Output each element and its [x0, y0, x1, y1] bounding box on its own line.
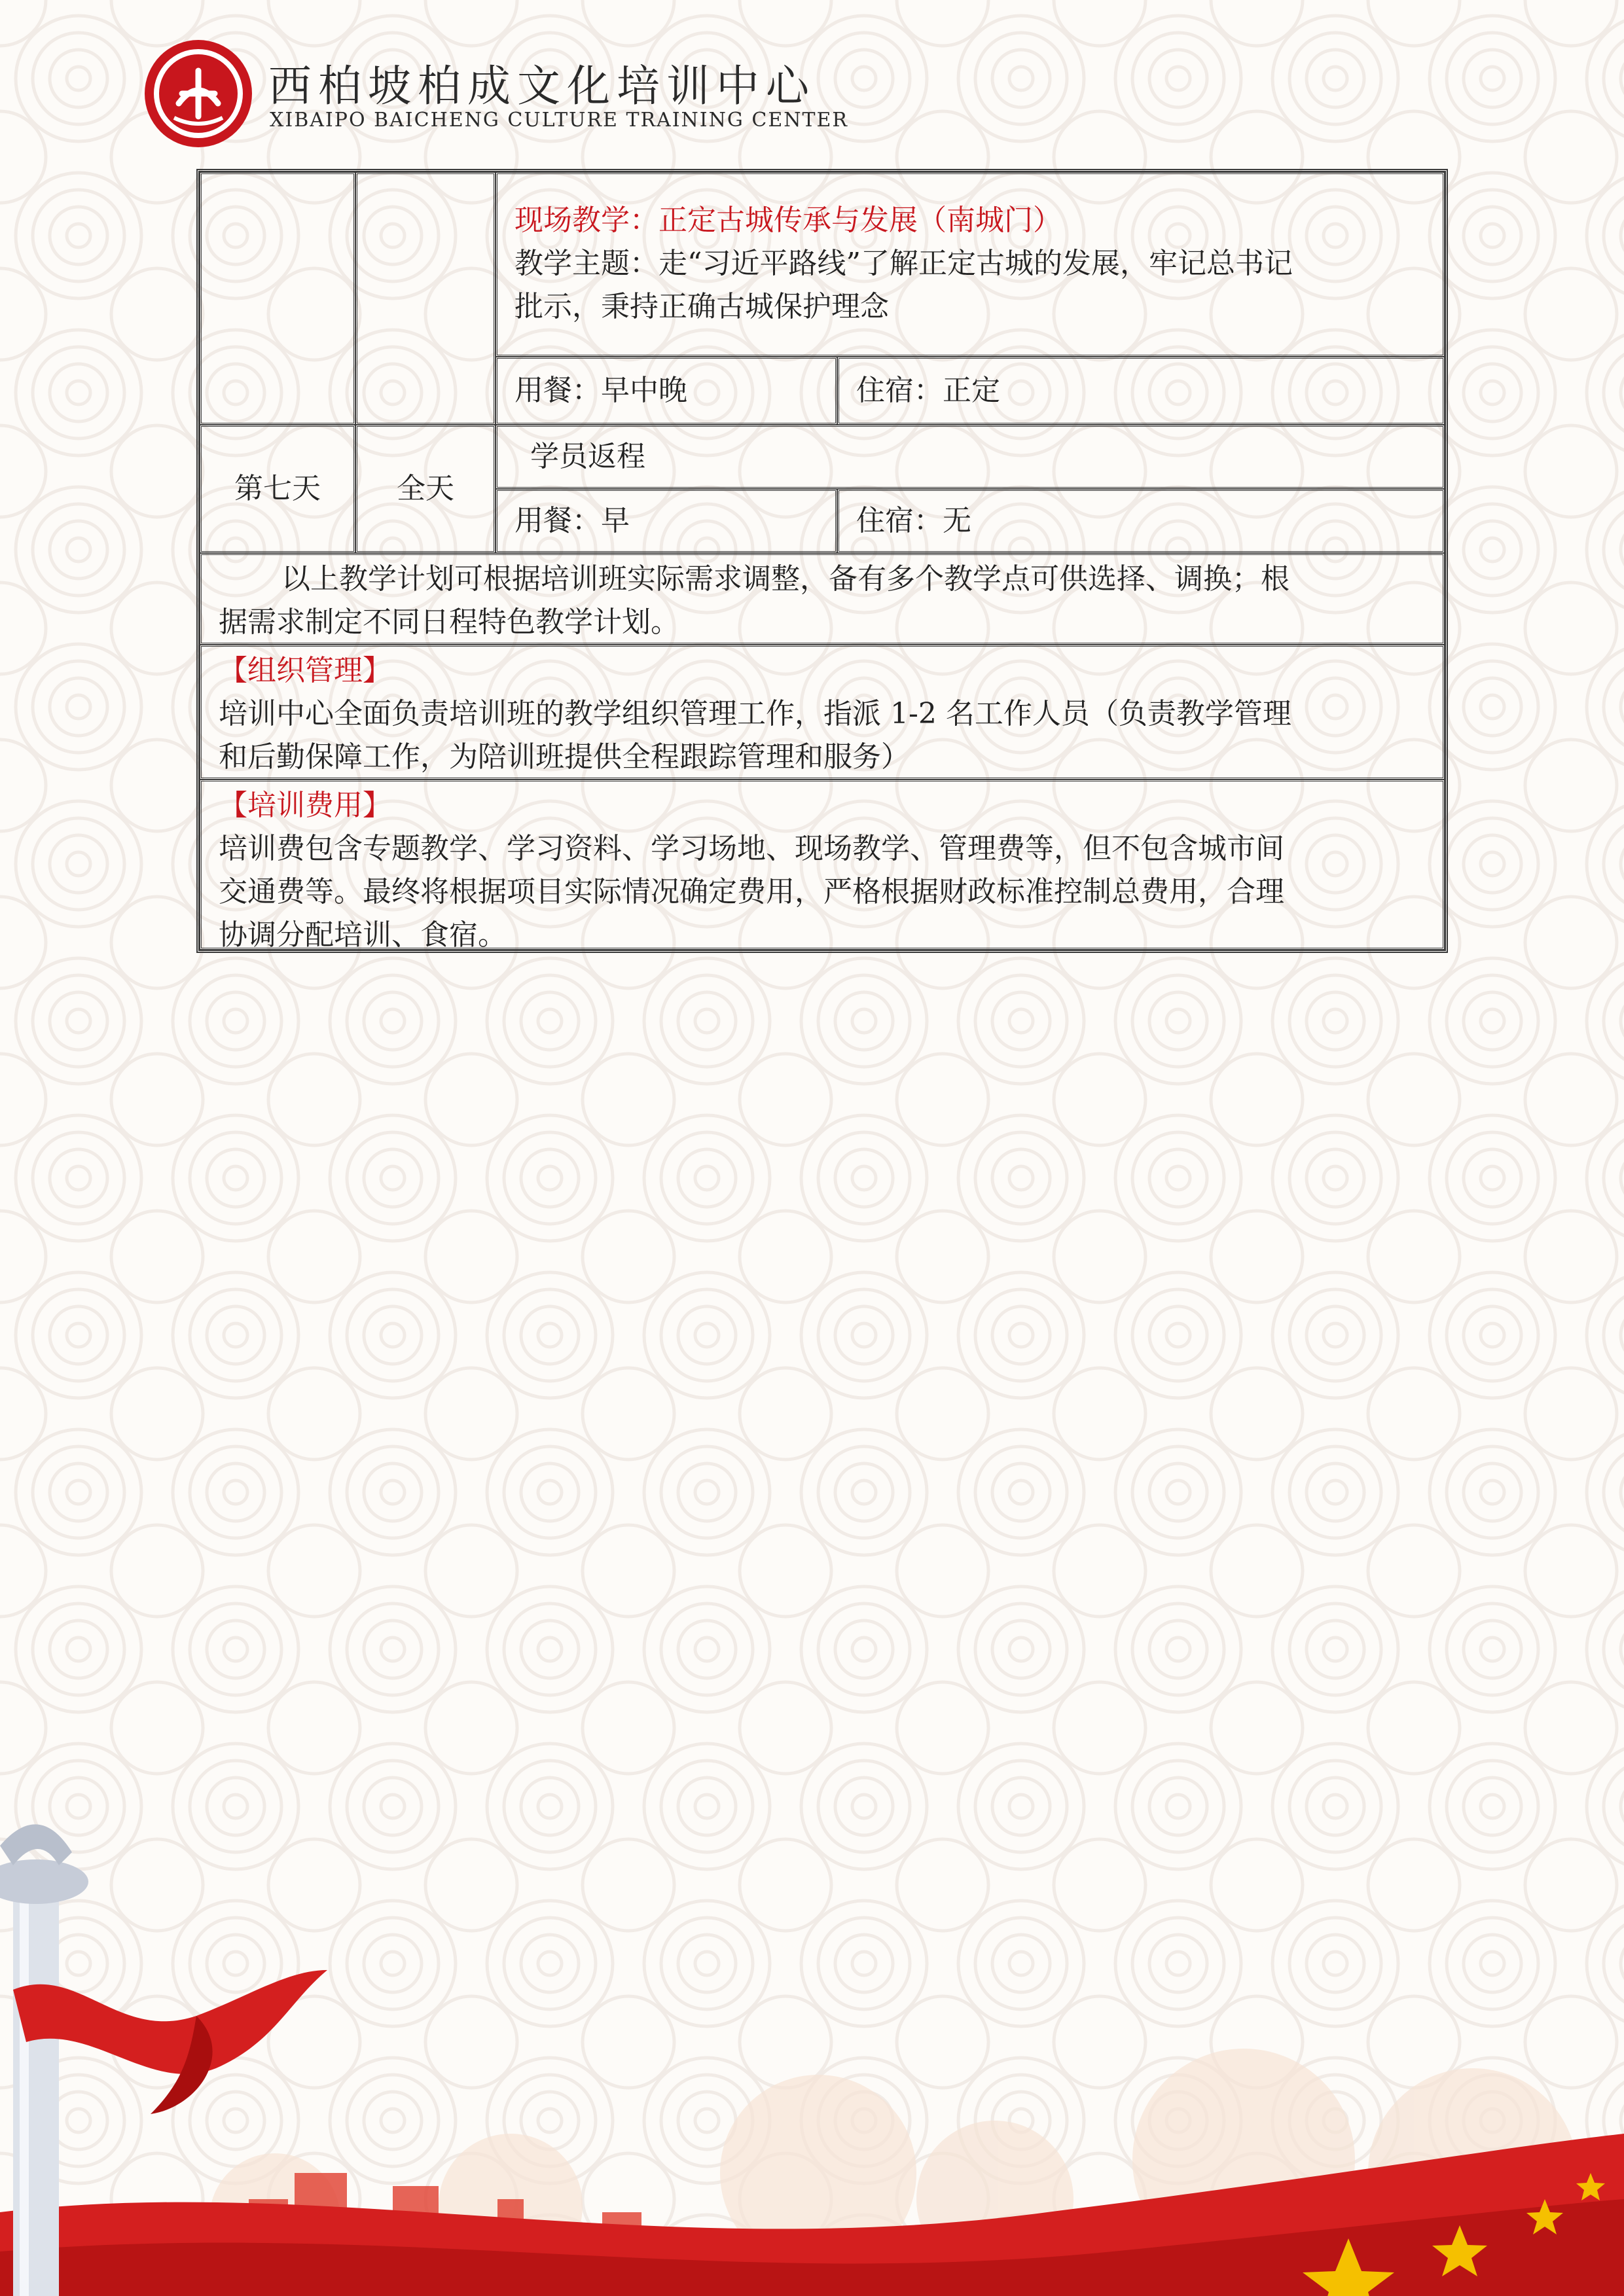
meals-text: 用餐：早中晚 [514, 374, 687, 407]
day-cell-empty [200, 172, 355, 425]
bracket-close: 】 [363, 654, 391, 687]
activity-cell [496, 425, 1445, 489]
time-cell [355, 425, 496, 553]
activity-text: 学员返程 [530, 440, 645, 473]
bracket-open: 【 [219, 654, 247, 687]
organization-section [200, 645, 1445, 780]
note-line: 以上教学计划可根据培训班实际需求调整，备有多个教学点可供选择、调换；根 [281, 562, 1290, 596]
activity-theme-line: 批示，秉持正确古城保护理念 [514, 290, 889, 323]
org-name-cn: 西柏坡柏成文化培训中心 [268, 61, 816, 111]
page-header [143, 38, 863, 149]
fees-line: 协调分配培训、食宿。 [219, 918, 507, 952]
org-seal-logo [143, 38, 254, 149]
day-label: 第七天 [234, 472, 321, 505]
note-cell [200, 553, 1445, 645]
footer-decoration [0, 1806, 1624, 2296]
day-cell [200, 425, 355, 553]
red-ribbon [13, 1970, 327, 2074]
organization-heading-text: 组织管理 [247, 654, 363, 687]
organization-line: 培训中心全面负责培训班的教学组织管理工作，指派 1-2 名工作人员（负责教学管理 [219, 697, 1291, 730]
time-label: 全天 [397, 472, 454, 505]
activity-theme-line: 教学主题：走“习近平路线”了解正定古城的发展，牢记总书记 [514, 247, 1293, 280]
time-cell-empty [355, 172, 496, 425]
org-name-en: XIBAIPO BAICHENG CULTURE TRAINING CENTER [270, 109, 849, 132]
meals-cell [496, 489, 837, 553]
meals-cell [496, 357, 837, 425]
meals-text: 用餐：早 [514, 504, 630, 537]
activity-title: 现场教学：正定古城传承与发展（南城门） [514, 204, 1062, 237]
schedule-table [196, 169, 1448, 953]
bracket-close: 】 [363, 789, 391, 822]
fees-line: 培训费包含专题教学、学习资料、学习场地、现场教学、管理费等，但不包含城市间 [219, 832, 1284, 865]
activity-cell [496, 172, 1445, 357]
fees-heading [219, 784, 1426, 827]
lodging-text: 住宿：无 [856, 504, 971, 537]
bracket-open: 【 [219, 789, 247, 822]
lodging-cell [837, 357, 1445, 425]
fees-line: 交通费等。最终将根据项目实际情况确定费用，严格根据财政标准控制总费用，合理 [219, 875, 1284, 908]
lodging-text: 住宿：正定 [856, 374, 1000, 407]
fees-heading-text: 培训费用 [247, 789, 363, 822]
organization-line: 和后勤保障工作，为陪训班提供全程跟踪管理和服务） [219, 740, 910, 774]
lodging-cell [837, 489, 1445, 553]
fees-section [200, 780, 1445, 950]
note-line: 据需求制定不同日程特色教学计划。 [219, 605, 679, 639]
organization-heading [219, 649, 1426, 692]
